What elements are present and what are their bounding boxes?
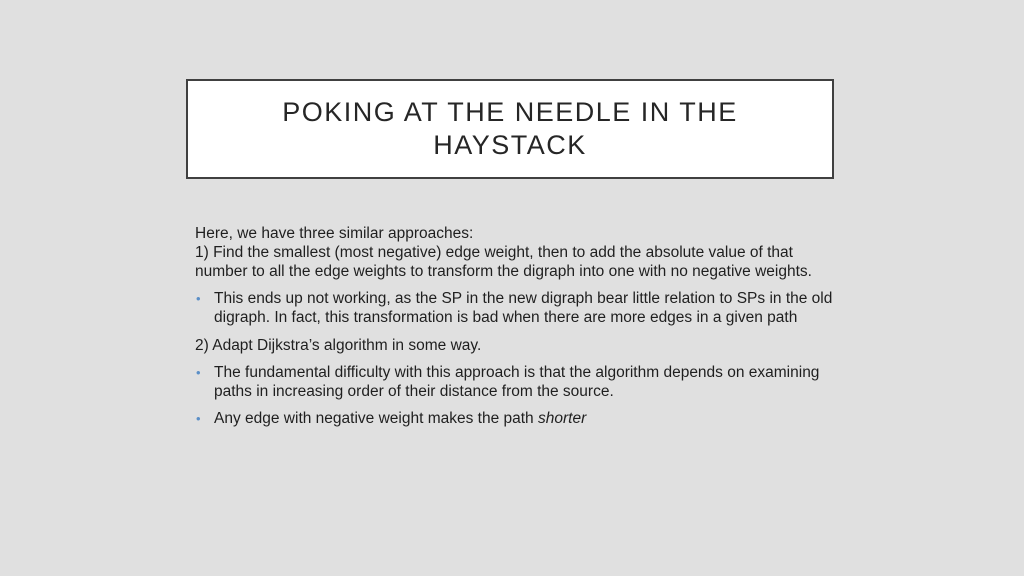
slide-body (195, 224, 835, 428)
approach-2-bullet-2 (195, 409, 835, 428)
approach-1-bullet (195, 289, 835, 327)
approach-2-text: 2) Adapt Dijkstra’s algorithm in some way. (195, 337, 482, 354)
approach-1-text: 1) Find the smallest (most negative) edge weight, then to add the absolute value of that number to all the edge weights to transform the digraph into one with no negative weights. (195, 244, 812, 280)
approach-2-bullet-1 (195, 363, 835, 401)
approach-2-bullet-1-text: The fundamental difficulty with this approach is that the algorithm depends on examining paths in increasing order of their distance from the source. (214, 364, 820, 400)
approach-1-bullet-text: This ends up not working, as the SP in the new digraph bear little relation to SPs in the old digraph. In fact, this transformation is bad when there are more edges in a given path (214, 290, 833, 326)
slide-title: POKING AT THE NEEDLE IN THE HAYSTACK (282, 97, 738, 160)
title-box (186, 79, 834, 179)
bullet-icon: • (196, 291, 201, 306)
emphasis-shorter: shorter (537, 410, 587, 427)
intro-text: Here, we have three similar approaches: (195, 225, 474, 242)
bullet-icon: • (196, 411, 201, 426)
bullet-icon: • (196, 365, 201, 380)
approach-2-bullet-2-text: Any edge with negative weight makes the path (214, 410, 538, 427)
